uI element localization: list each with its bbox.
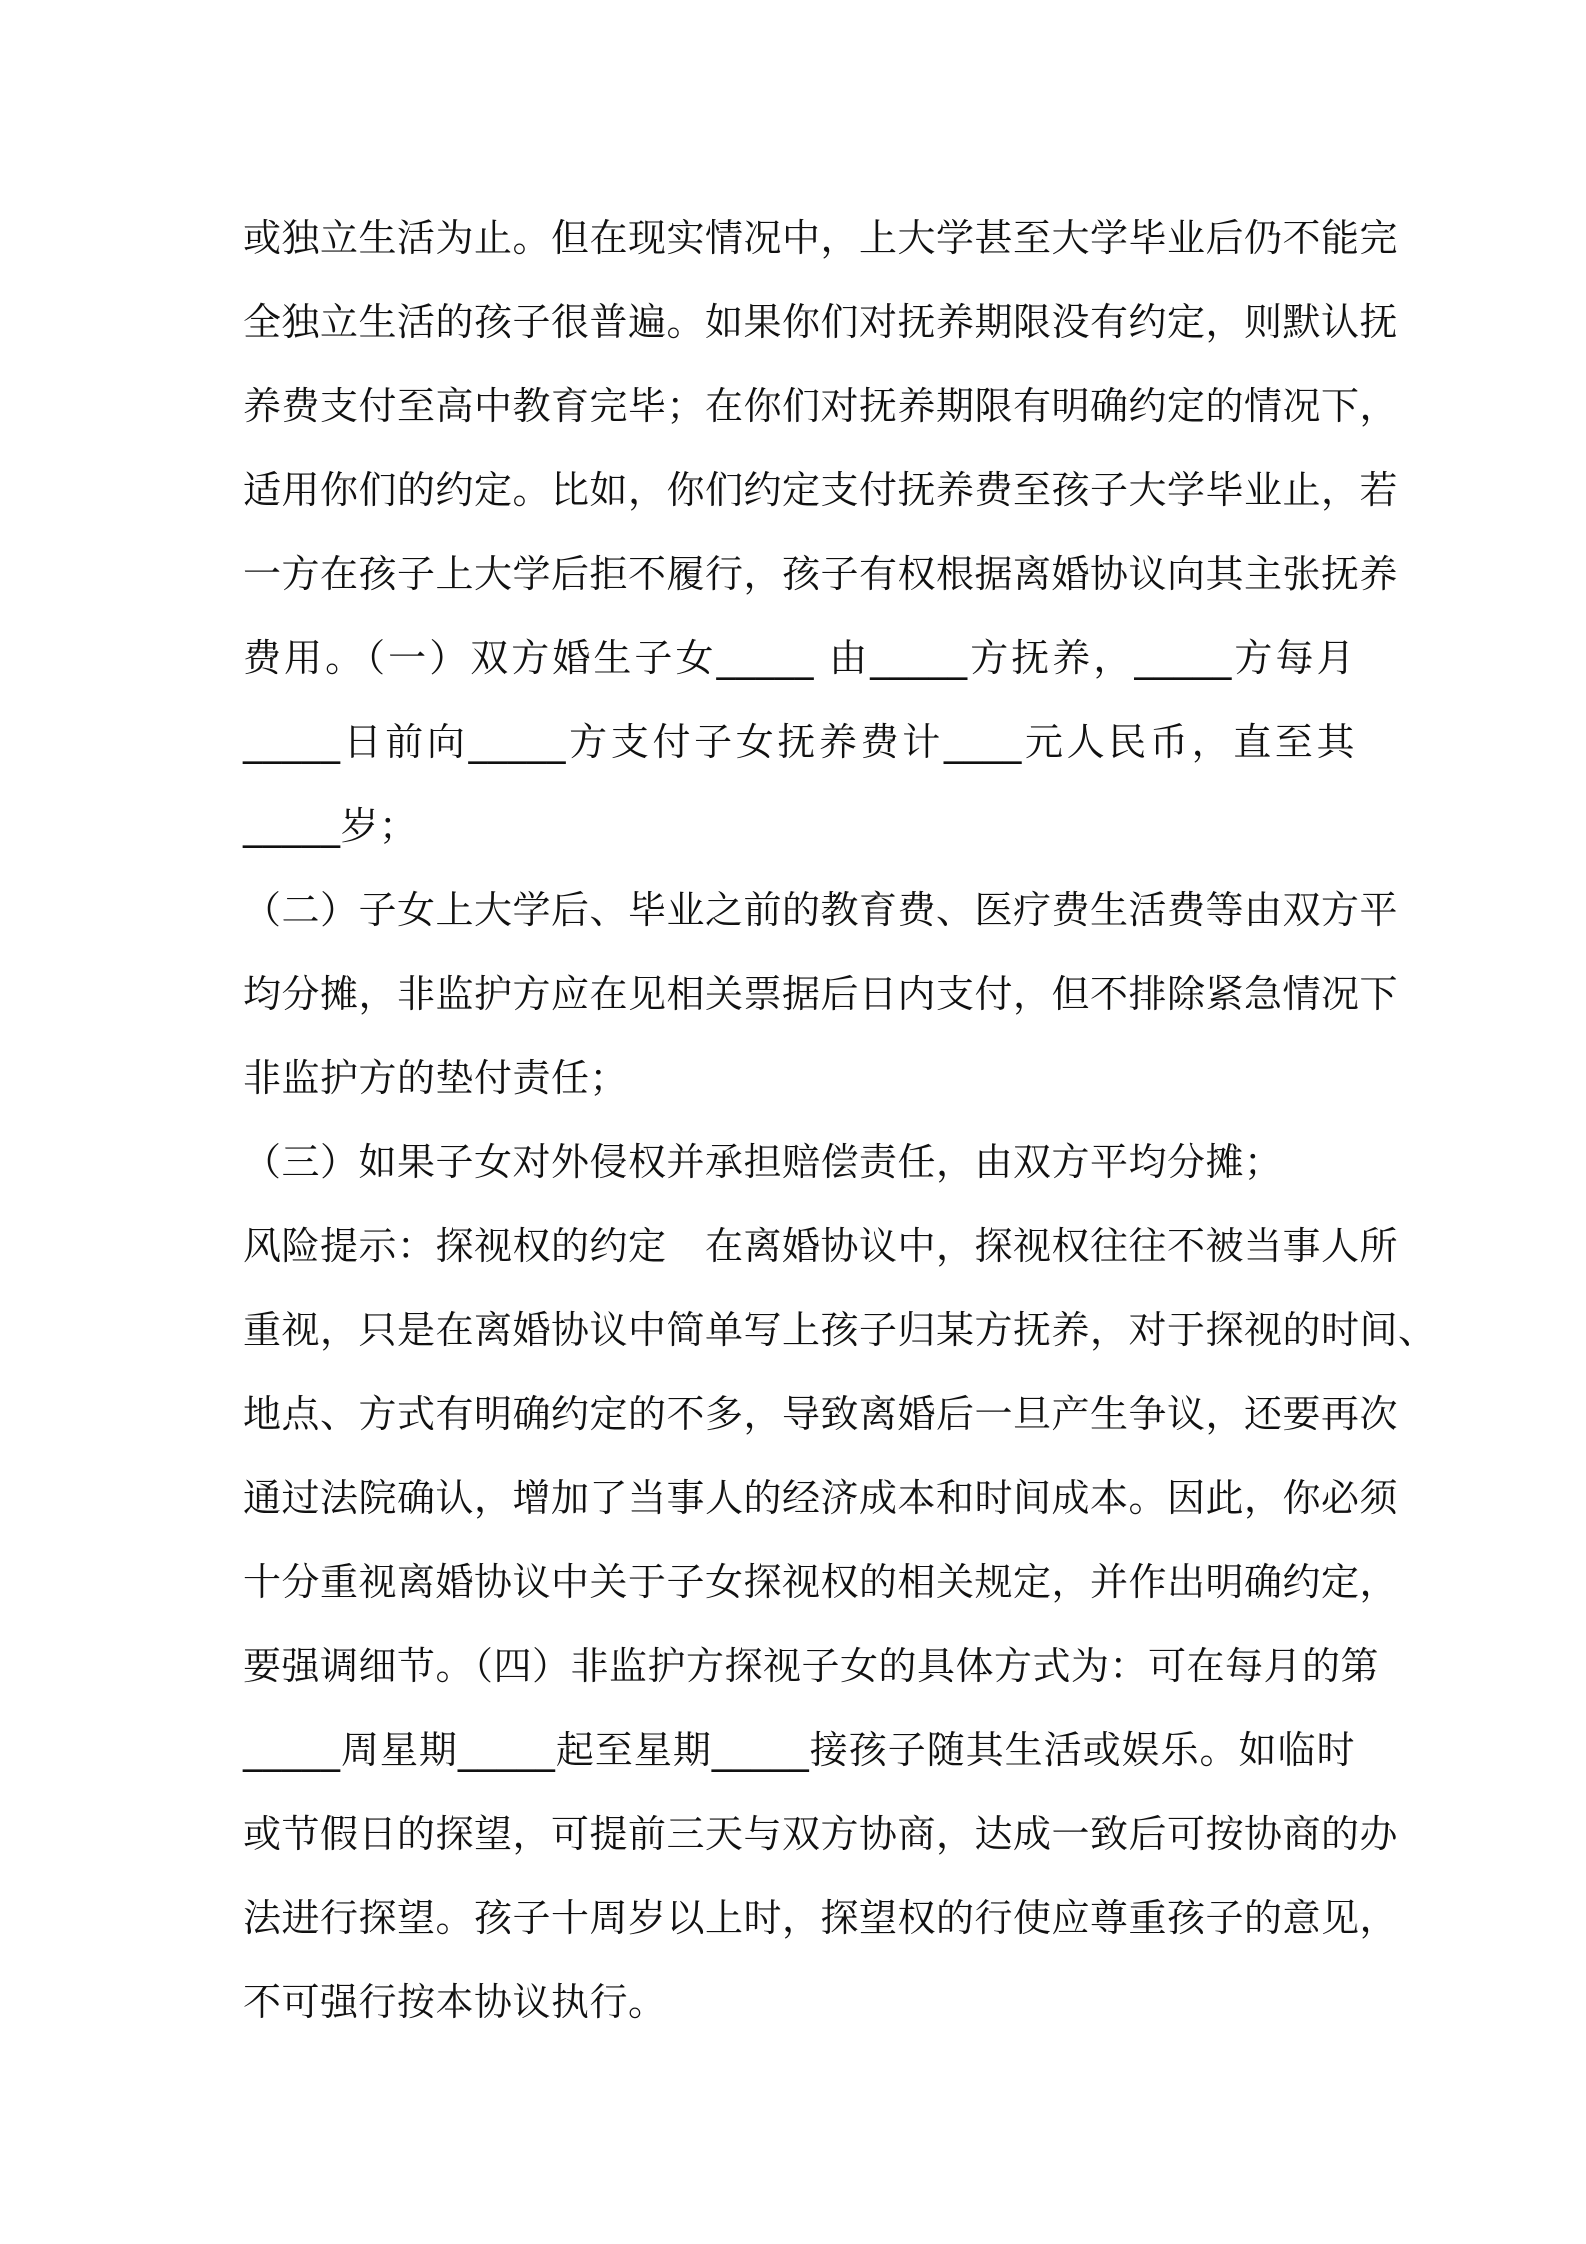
text-line: 或节假日的探望，可提前三天与双方协商，达成一致后可按协商的办 — [243, 1812, 1399, 1856]
text-line: 地点、方式有明确约定的不多，导致离婚后一旦产生争议，还要再次 — [243, 1392, 1399, 1436]
text-line: 费用。（一）双方婚生子女_____ 由_____方抚养，_____方每月 — [243, 636, 1355, 680]
text-line: 均分摊，非监护方应在见相关票据后日内支付，但不排除紧急情况下 — [243, 972, 1399, 1016]
text-line: 十分重视离婚协议中关于子女探视权的相关规定，并作出明确约定， — [243, 1560, 1399, 1604]
text-line: 不可强行按本协议执行。 — [243, 1980, 667, 2024]
text-line: 一方在孩子上大学后拒不履行，孩子有权根据离婚协议向其主张抚养 — [243, 552, 1399, 596]
text-line: 适用你们的约定。比如，你们约定支付抚养费至孩子大学毕业止，若 — [243, 468, 1399, 512]
text-line: 全独立生活的孩子很普遍。如果你们对抚养期限没有约定，则默认抚 — [243, 300, 1399, 344]
text-line: （二）子女上大学后、毕业之前的教育费、医疗费生活费等由双方平 — [243, 888, 1399, 932]
text-line: （三）如果子女对外侵权并承担赔偿责任，由双方平均分摊； — [243, 1140, 1283, 1184]
text-line: 法进行探望。孩子十周岁以上时，探望权的行使应尊重孩子的意见， — [243, 1896, 1399, 1940]
text-line: _____日前向_____方支付子女抚养费计____元人民币，直至其 — [243, 720, 1355, 764]
text-line: 养费支付至高中教育完毕；在你们对抚养期限有明确约定的情况下， — [243, 384, 1399, 428]
text-line: _____周星期_____起至星期_____接孩子随其生活或娱乐。如临时 — [243, 1728, 1355, 1772]
document-body — [243, 196, 1437, 2044]
text-line: 通过法院确认，增加了当事人的经济成本和时间成本。因此，你必须 — [243, 1476, 1399, 1520]
text-line: 风险提示：探视权的约定 在离婚协议中，探视权往往不被当事人所 — [243, 1224, 1399, 1268]
text-line: 非监护方的垫付责任； — [243, 1056, 629, 1100]
text-line: _____岁； — [243, 804, 418, 848]
text-line: 要强调细节。（四）非监护方探视子女的具体方式为：可在每月的第 — [243, 1644, 1380, 1688]
text-line: 重视，只是在离婚协议中简单写上孩子归某方抚养，对于探视的时间、 — [243, 1308, 1437, 1352]
text-line: 或独立生活为止。但在现实情况中，上大学甚至大学毕业后仍不能完 — [243, 216, 1399, 260]
